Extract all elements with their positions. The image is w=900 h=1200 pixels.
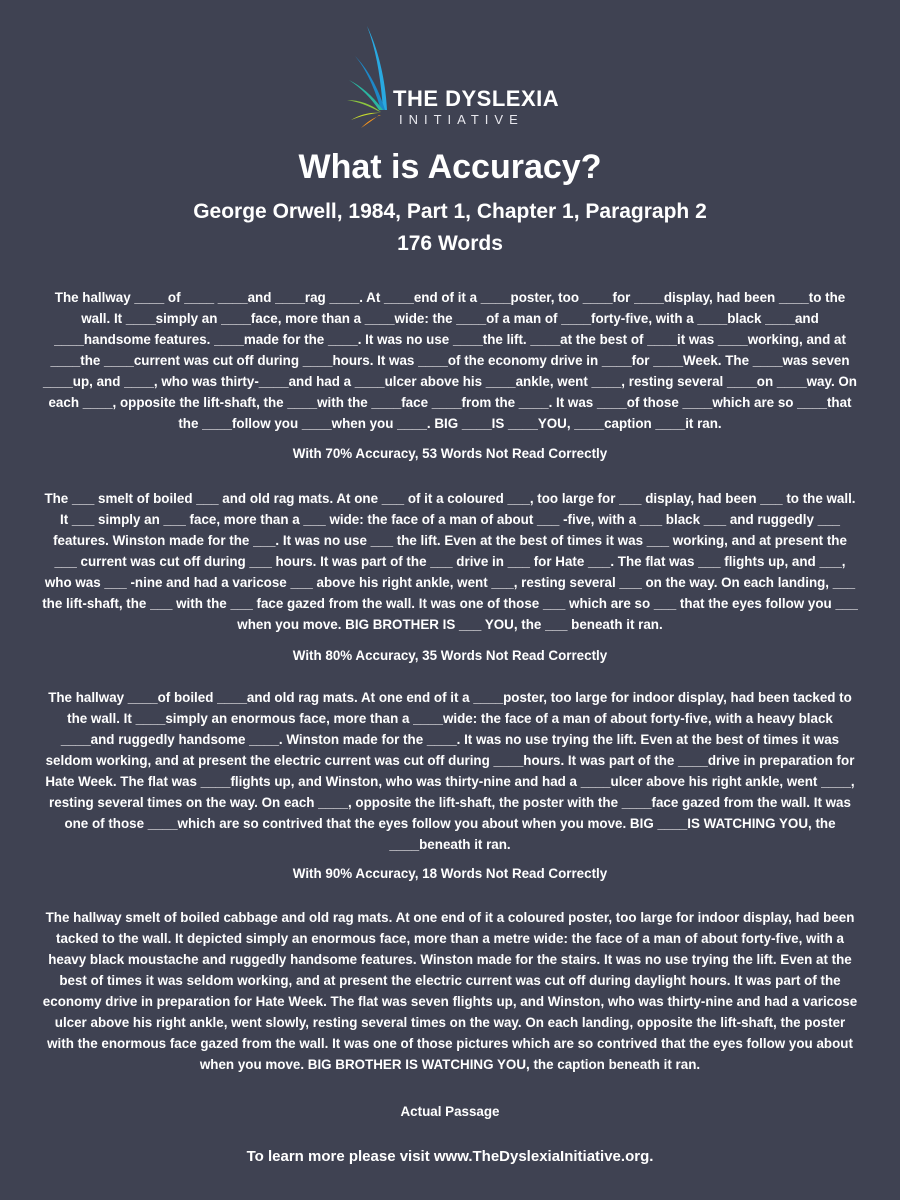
logo-name: THE DYSLEXIA: [393, 86, 560, 111]
passage-80-accuracy: The ___ smelt of boiled ___ and old rag mats. At one ___ of it a coloured ___, too large for ___ display, had been ___ to the wall. It ___ simply an ___ face, more than a ___ wide: the face of a man of about ___ -five, with a ___ black ___ and ruggedly ___ features. Winston made for the ___. It was no use ___ the lift. Even at the best of times it was ___ working, and at present the ___ current was cut off during ___ hours. It was part of the ___ drive in ___ for Hate ___. The flat was ___ flights up, and ___, who was ___ -nine and had a varicose ___ above his right ankle, went ___, resting several ___ on the way. On each landing, ___ the lift-shaft, the ___ with the ___ face gazed from the wall. It was one of those ___ which are so ___ that the eyes follow you ___ when you move. BIG BROTHER IS ___ YOU, the ___ beneath it ran.: [42, 491, 858, 632]
label-actual-passage: Actual Passage: [400, 1104, 500, 1119]
source-subtitle: George Orwell, 1984, Part 1, Chapter 1, Paragraph 2: [193, 200, 707, 223]
passage-90-accuracy: The hallway ____of boiled ____and old rag mats. At one end of it a ____poster, too large for indoor display, had been tacked to the wall. It ____simply an enormous face, more than a ____wide: the face of a man of about forty-five, with a heavy black ____and ruggedly handsome ____. Winston made for the ____. It was no use trying the lift. Even at the best of times it was seldom working, and at present the electric current was cut off during ____hours. It was part of the ____drive in preparation for Hate Week. The flat was ____flights up, and Winston, who was thirty-nine and had a ____ulcer above his right ankle, went ____, resting several times on the way. On each ____, opposite the lift-shaft, the poster with the ____face gazed from the wall. It was one of those ____which are so contrived that the eyes follow you about when you move. BIG ____IS WATCHING YOU, the ____beneath it ran.: [45, 690, 855, 852]
label-70-accuracy: With 70% Accuracy, 53 Words Not Read Correctly: [292, 446, 608, 461]
logo: [345, 22, 565, 132]
logo-subtitle: INITIATIVE: [399, 112, 524, 127]
label-90-accuracy: With 90% Accuracy, 18 Words Not Read Correctly: [292, 866, 608, 881]
label-80-accuracy: With 80% Accuracy, 35 Words Not Read Correctly: [292, 648, 608, 663]
page-title: What is Accuracy?: [298, 148, 602, 186]
passage-70-accuracy: The hallway ____ of ____ ____and ____rag ____. At ____end of it a ____poster, too ____for ____display, had been ____to the wall. It ____simply an ____face, more than a ____wide: the ____of a man of ____forty-five, with a ____black ____and ____handsome features. ____made for the ____. It was no use ____the lift. ____at the best of ____it was ____working, and at ____the ____current was cut off during ____hours. It was ____of the economy drive in ____for ____Week. The ____was seven ____up, and ____, who was thirty-____and had a ____ulcer above his ____ankle, went ____, resting several ____on ____way. On each ____, opposite the lift-shaft, the ____with the ____face ____from the ____. It was ____of those ____which are so ____that the ____follow you ____when you ____. BIG ____IS ____YOU, ____caption ____it ran.: [42, 290, 857, 431]
footer-link-text: To learn more please visit www.TheDyslexiaInitiative.org.: [246, 1148, 654, 1165]
passage-actual: The hallway smelt of boiled cabbage and old rag mats. At one end of it a coloured poster, too large for indoor display, had been tacked to the wall. It depicted simply an enormous face, more than a metre wide: the face of a man of about forty-five, with a heavy black moustache and ruggedly handsome features. Winston made for the stairs. It was no use trying the lift. Even at the best of times it was seldom working, and at present the electric current was cut off during daylight hours. It was part of the economy drive in preparation for Hate Week. The flat was seven flights up, and Winston, who was thirty-nine and had a varicose ulcer above his right ankle, went slowly, resting several times on the way. On each landing, opposite the lift-shaft, the poster with the enormous face gazed from the wall. It was one of those pictures which are so contrived that the eyes follow you about when you move. BIG BROTHER IS WATCHING YOU, the caption beneath it ran.: [42, 910, 858, 1072]
word-count: 176 Words: [397, 232, 503, 255]
